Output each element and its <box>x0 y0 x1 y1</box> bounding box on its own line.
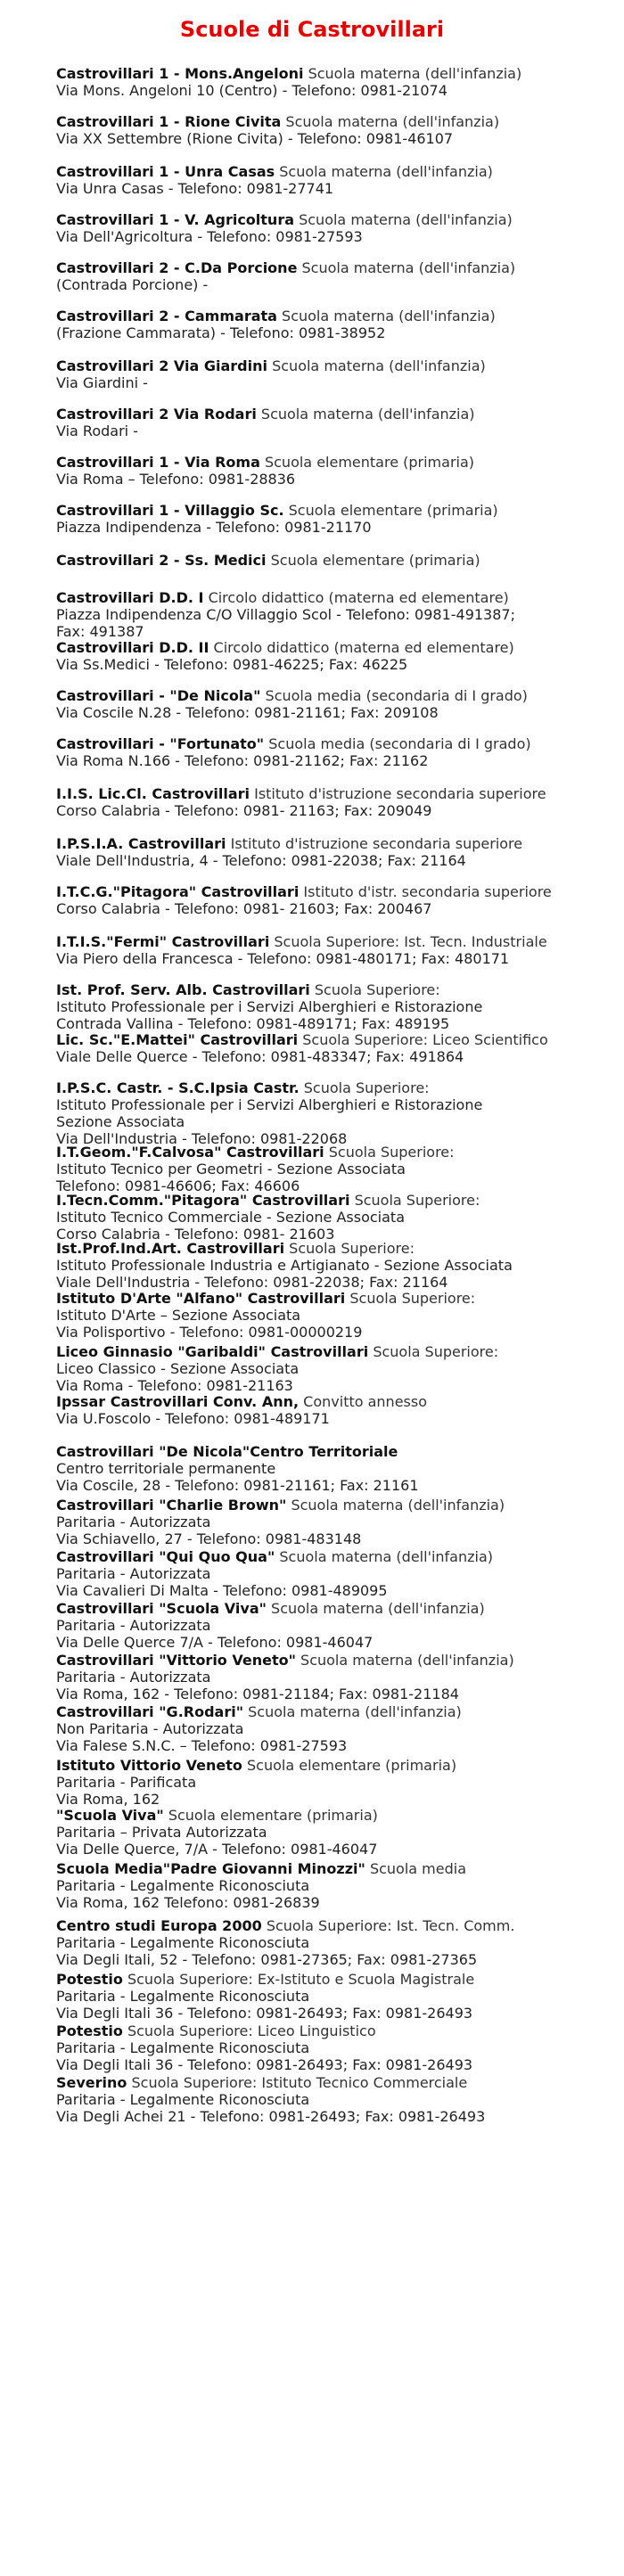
school-type: Scuola Superiore: <box>303 1079 430 1096</box>
school-type: Scuola materna (dell'infanzia) <box>300 1652 514 1669</box>
school-name: Castrovillari "Vittorio Veneto" <box>56 1652 296 1669</box>
school-detail: Via Unra Casas - Telefono: 0981-27741 <box>56 180 334 197</box>
school-name: Castrovillari 2 - Cammarata <box>56 308 277 324</box>
school-detail: Viale Dell'Industria, 4 - Telefono: 0981-22038; Fax: 21164 <box>56 852 466 869</box>
school-detail: Paritaria - Legalmente Riconosciuta <box>56 2039 310 2056</box>
school-detail: Liceo Classico - Sezione Associata <box>56 1360 300 1377</box>
school-type: Scuola Superiore: Ex-Istituto e Scuola Magistrale <box>127 1971 475 1988</box>
school-name: Castrovillari "Scuola Viva" <box>56 1600 267 1617</box>
school-name: Castrovillari 2 Via Giardini <box>56 357 267 374</box>
school-type: Convitto annesso <box>303 1393 427 1410</box>
school-detail: Istituto Professionale per i Servizi Alberghieri e Ristorazione <box>56 1096 483 1113</box>
school-name: Castrovillari D.D. I <box>56 589 204 606</box>
school-detail: Via XX Settembre (Rione Civita) - Telefono: 0981-46107 <box>56 130 454 147</box>
school-detail: Via Cavalieri Di Malta - Telefono: 0981-489095 <box>56 1582 388 1599</box>
school-name: I.I.S. Lic.Cl. Castrovillari <box>56 785 250 802</box>
school-detail: Via Coscile N.28 - Telefono: 0981-21161; Fax: 209108 <box>56 704 439 721</box>
school-entry <box>56 2022 609 2073</box>
school-type: Scuola Superiore: <box>349 1290 476 1307</box>
school-name: Potestio <box>56 2022 123 2039</box>
school-detail: Via Piero della Francesca - Telefono: 0981-480171; Fax: 480171 <box>56 950 510 967</box>
school-detail: Istituto Professionale Industria e Artigianato - Sezione Associata <box>56 1257 513 1274</box>
school-entry <box>56 1652 609 1702</box>
school-entry <box>56 785 609 819</box>
school-type: Scuola materna (dell'infanzia) <box>301 259 516 276</box>
school-entry <box>56 1079 609 1147</box>
school-detail: Istituto Tecnico Commerciale - Sezione Associata <box>56 1209 406 1226</box>
school-detail: Paritaria - Parificata <box>56 1774 197 1791</box>
school-detail: Piazza Indipendenza C/O Villaggio Scol - Telefono: 0981-491387; <box>56 606 515 623</box>
school-type: Scuola media (secondaria di I grado) <box>265 687 528 704</box>
school-entry <box>56 1807 609 1858</box>
school-detail: Via Roma – Telefono: 0981-28836 <box>56 471 296 488</box>
school-type: Scuola materna (dell'infanzia) <box>279 163 493 180</box>
school-detail: Paritaria - Legalmente Riconosciuta <box>56 1988 310 2005</box>
school-name: Castrovillari 2 - Ss. Medici <box>56 552 267 569</box>
school-detail: Paritaria - Autorizzata <box>56 1514 211 1530</box>
school-detail: (Contrada Porcione) - <box>56 276 209 293</box>
school-name: Castrovillari "G.Rodari" <box>56 1703 244 1720</box>
school-type: Scuola Superiore: Ist. Tecn. Industriale <box>274 933 547 950</box>
school-entry <box>56 1192 609 1243</box>
school-type: Scuola Superiore: <box>314 981 440 998</box>
school-detail: Viale Dell'Industria - Telefono: 0981-22038; Fax: 21164 <box>56 1274 448 1291</box>
school-entry <box>56 1917 609 1968</box>
school-type: Scuola elementare (primaria) <box>270 552 480 569</box>
school-detail: Via Coscile, 28 - Telefono: 0981-21161; Fax: 21161 <box>56 1477 419 1494</box>
school-type: Scuola materna (dell'infanzia) <box>272 357 486 374</box>
school-type: Scuola elementare (primaria) <box>288 502 498 519</box>
school-detail: Via Degli Itali 36 - Telefono: 0981-26493; Fax: 0981-26493 <box>56 2056 473 2073</box>
school-detail: Corso Calabria - Telefono: 0981- 21163; Fax: 209049 <box>56 802 432 819</box>
school-detail: Telefono: 0981-46606; Fax: 46606 <box>56 1177 300 1194</box>
school-entry <box>56 1703 609 1754</box>
school-entry <box>56 981 609 1032</box>
school-detail: Via Giardini - <box>56 374 148 391</box>
school-type: Scuola elementare (primaria) <box>264 454 475 471</box>
school-detail: Sezione Associata <box>56 1113 185 1130</box>
school-name: Castrovillari 1 - Rione Civita <box>56 113 282 130</box>
school-detail: Via Roma, 162 - Telefono: 0981-21184; Fax: 0981-21184 <box>56 1686 459 1702</box>
school-detail: Non Paritaria - Autorizzata <box>56 1720 244 1737</box>
school-detail: Paritaria – Privata Autorizzata <box>56 1824 267 1841</box>
school-entry <box>56 1031 609 1065</box>
school-detail: Corso Calabria - Telefono: 0981- 21603; Fax: 200467 <box>56 900 432 917</box>
school-entry <box>56 552 609 569</box>
school-type: Scuola media <box>369 1860 467 1877</box>
school-type: Scuola Superiore: Liceo Linguistico <box>127 2022 376 2039</box>
school-name: Castrovillari 2 - C.Da Porcione <box>56 259 298 276</box>
school-entry <box>56 211 609 245</box>
school-detail: Paritaria - Legalmente Riconosciuta <box>56 2091 310 2108</box>
school-entry <box>56 502 609 536</box>
school-name: Castrovillari 1 - V. Agricoltura <box>56 211 294 228</box>
school-type: Scuola Superiore: <box>289 1240 415 1257</box>
school-type: Scuola materna (dell'infanzia) <box>299 211 513 228</box>
school-detail: Paritaria - Autorizzata <box>56 1565 211 1582</box>
school-name: Castrovillari 1 - Mons.Angeloni <box>56 65 304 82</box>
school-detail: Fax: 491387 <box>56 623 144 640</box>
school-detail: Istituto Tecnico per Geometri - Sezione Associata <box>56 1161 406 1177</box>
school-entry <box>56 589 609 640</box>
school-name: Castrovillari "Qui Quo Qua" <box>56 1548 275 1565</box>
school-name: "Scuola Viva" <box>56 1807 164 1824</box>
school-detail: Istituto D'Arte – Sezione Associata <box>56 1307 301 1324</box>
school-type: Scuola elementare (primaria) <box>247 1757 457 1774</box>
school-name: Castrovillari "De Nicola"Centro Territoriale <box>56 1443 398 1460</box>
school-detail: Via Roma, 162 Telefono: 0981-26839 <box>56 1894 320 1911</box>
school-type: Scuola materna (dell'infanzia) <box>248 1703 462 1720</box>
school-name: I.T.C.G."Pitagora" Castrovillari <box>56 883 300 900</box>
school-name: Castrovillari 1 - Villaggio Sc. <box>56 502 284 519</box>
school-type: Istituto d'istr. secondaria superiore <box>303 883 552 900</box>
school-detail: Corso Calabria - Telefono: 0981- 21603 <box>56 1226 335 1243</box>
school-type: Scuola Superiore: <box>328 1144 455 1161</box>
school-name: I.Tecn.Comm."Pitagora" Castrovillari <box>56 1192 350 1209</box>
school-name: I.T.Geom."F.Calvosa" Castrovillari <box>56 1144 324 1161</box>
page-title: Scuole di Castrovillari <box>179 17 445 42</box>
school-type: Scuola materna (dell'infanzia) <box>282 308 496 324</box>
school-type: Scuola Superiore: <box>373 1343 499 1360</box>
school-entry <box>56 113 609 147</box>
school-name: Castrovillari - "De Nicola" <box>56 687 261 704</box>
school-entry <box>56 406 609 439</box>
school-name: Castrovillari 1 - Unra Casas <box>56 163 275 180</box>
school-detail: Via Roma, 162 <box>56 1791 160 1808</box>
school-entry <box>56 1497 609 1547</box>
school-name: I.P.S.I.A. Castrovillari <box>56 835 226 852</box>
school-name: I.T.I.S."Fermi" Castrovillari <box>56 933 270 950</box>
school-detail: Via Dell'Industria - Telefono: 0981-22068 <box>56 1130 348 1147</box>
school-type: Scuola elementare (primaria) <box>168 1807 378 1824</box>
school-detail: Via Rodari - <box>56 422 138 439</box>
school-detail: Centro territoriale permanente <box>56 1460 276 1477</box>
school-detail: Via U.Foscolo - Telefono: 0981-489171 <box>56 1410 330 1427</box>
school-type: Circolo didattico (materna ed elementare) <box>213 639 514 656</box>
school-name: Castrovillari 1 - Via Roma <box>56 454 260 471</box>
school-detail: Via Delle Querce 7/A - Telefono: 0981-46047 <box>56 1634 374 1651</box>
school-entry <box>56 454 609 488</box>
school-entry <box>56 883 609 917</box>
school-entry <box>56 1144 609 1194</box>
school-name: Ipssar Castrovillari Conv. Ann, <box>56 1393 300 1410</box>
school-entry <box>56 639 609 673</box>
school-name: Istituto Vittorio Veneto <box>56 1757 242 1774</box>
school-detail: Piazza Indipendenza - Telefono: 0981-21170 <box>56 519 372 536</box>
school-type: Scuola materna (dell'infanzia) <box>308 65 522 82</box>
school-name: Ist.Prof.Ind.Art. Castrovillari <box>56 1240 285 1257</box>
school-entry <box>56 1548 609 1599</box>
school-entry <box>56 835 609 869</box>
school-type: Scuola materna (dell'infanzia) <box>279 1548 494 1565</box>
school-detail: Via Roma N.166 - Telefono: 0981-21162; Fax: 21162 <box>56 752 429 769</box>
school-entry <box>56 1443 609 1494</box>
school-entry <box>56 1860 609 1911</box>
school-type: Scuola media (secondaria di I grado) <box>268 735 531 752</box>
school-detail: Paritaria - Autorizzata <box>56 1669 211 1686</box>
school-entry <box>56 308 609 341</box>
school-name: Istituto D'Arte "Alfano" Castrovillari <box>56 1290 346 1307</box>
school-entry <box>56 1290 609 1341</box>
school-detail: Viale Delle Querce - Telefono: 0981-483347; Fax: 491864 <box>56 1048 464 1065</box>
school-entry <box>56 357 609 391</box>
school-name: Severino <box>56 2074 127 2091</box>
school-detail: Via Delle Querce, 7/A - Telefono: 0981-46047 <box>56 1841 378 1858</box>
school-name: Castrovillari 2 Via Rodari <box>56 406 257 422</box>
school-type: Scuola Superiore: Ist. Tecn. Comm. <box>266 1917 515 1934</box>
school-detail: Paritaria - Autorizzata <box>56 1617 211 1634</box>
school-name: Castrovillari "Charlie Brown" <box>56 1497 287 1514</box>
school-entry <box>56 1757 609 1808</box>
school-type: Scuola Superiore: <box>354 1192 480 1209</box>
school-type: Istituto d'istruzione secondaria superiore <box>254 785 546 802</box>
school-detail: Via Degli Itali, 52 - Telefono: 0981-27365; Fax: 0981-27365 <box>56 1951 478 1968</box>
school-name: I.P.S.C. Castr. - S.C.Ipsia Castr. <box>56 1079 300 1096</box>
school-name: Castrovillari - "Fortunato" <box>56 735 265 752</box>
school-entry <box>56 65 609 99</box>
school-type: Istituto d'istruzione secondaria superiore <box>230 835 523 852</box>
school-type: Scuola materna (dell'infanzia) <box>285 113 500 130</box>
school-entry <box>56 1971 609 2022</box>
school-name: Castrovillari D.D. II <box>56 639 209 656</box>
school-detail: Via Dell'Agricoltura - Telefono: 0981-27593 <box>56 228 363 245</box>
school-detail: Istituto Professionale per i Servizi Alberghieri e Ristorazione <box>56 998 483 1015</box>
school-detail: Via Polisportivo - Telefono: 0981-00000219 <box>56 1324 363 1341</box>
school-entry <box>56 1393 609 1427</box>
school-entry <box>56 1343 609 1394</box>
school-entry <box>56 687 609 721</box>
school-entry <box>56 1600 609 1651</box>
school-type: Scuola materna (dell'infanzia) <box>291 1497 505 1514</box>
school-detail: Via Degli Achei 21 - Telefono: 0981-26493; Fax: 0981-26493 <box>56 2108 486 2125</box>
school-type: Scuola materna (dell'infanzia) <box>271 1600 485 1617</box>
school-type: Scuola Superiore: Liceo Scientifico <box>302 1031 548 1048</box>
school-name: Centro studi Europa 2000 <box>56 1917 262 1934</box>
school-detail: Paritaria - Legalmente Riconosciuta <box>56 1877 310 1894</box>
school-detail: Paritaria - Legalmente Riconosciuta <box>56 1934 310 1951</box>
school-name: Liceo Ginnasio "Garibaldi" Castrovillari <box>56 1343 369 1360</box>
school-name: Potestio <box>56 1971 123 1988</box>
school-detail: Via Ss.Medici - Telefono: 0981-46225; Fax: 46225 <box>56 656 408 673</box>
school-entry <box>56 735 609 769</box>
school-detail: Contrada Vallina - Telefono: 0981-489171; Fax: 489195 <box>56 1015 450 1032</box>
school-type: Scuola Superiore: Istituto Tecnico Commerciale <box>131 2074 468 2091</box>
school-entry <box>56 2074 609 2125</box>
school-detail: Via Roma - Telefono: 0981-21163 <box>56 1377 293 1394</box>
school-detail: Via Falese S.N.C. – Telefono: 0981-27593 <box>56 1737 348 1754</box>
school-type: Scuola materna (dell'infanzia) <box>260 406 475 422</box>
school-entry <box>56 933 609 967</box>
school-detail: (Frazione Cammarata) - Telefono: 0981-38952 <box>56 324 386 341</box>
school-entry <box>56 163 609 197</box>
school-name: Ist. Prof. Serv. Alb. Castrovillari <box>56 981 310 998</box>
school-name: Lic. Sc."E.Mattei" Castrovillari <box>56 1031 299 1048</box>
school-name: Scuola Media"Padre Giovanni Minozzi" <box>56 1860 365 1877</box>
school-detail: Via Schiavello, 27 - Telefono: 0981-483148 <box>56 1530 362 1547</box>
school-type: Circolo didattico (materna ed elementare) <box>208 589 509 606</box>
school-detail: Via Degli Itali 36 - Telefono: 0981-26493; Fax: 0981-26493 <box>56 2005 473 2022</box>
school-detail: Via Mons. Angeloni 10 (Centro) - Telefono: 0981-21074 <box>56 82 447 99</box>
school-entry <box>56 259 609 293</box>
school-entry <box>56 1240 609 1291</box>
